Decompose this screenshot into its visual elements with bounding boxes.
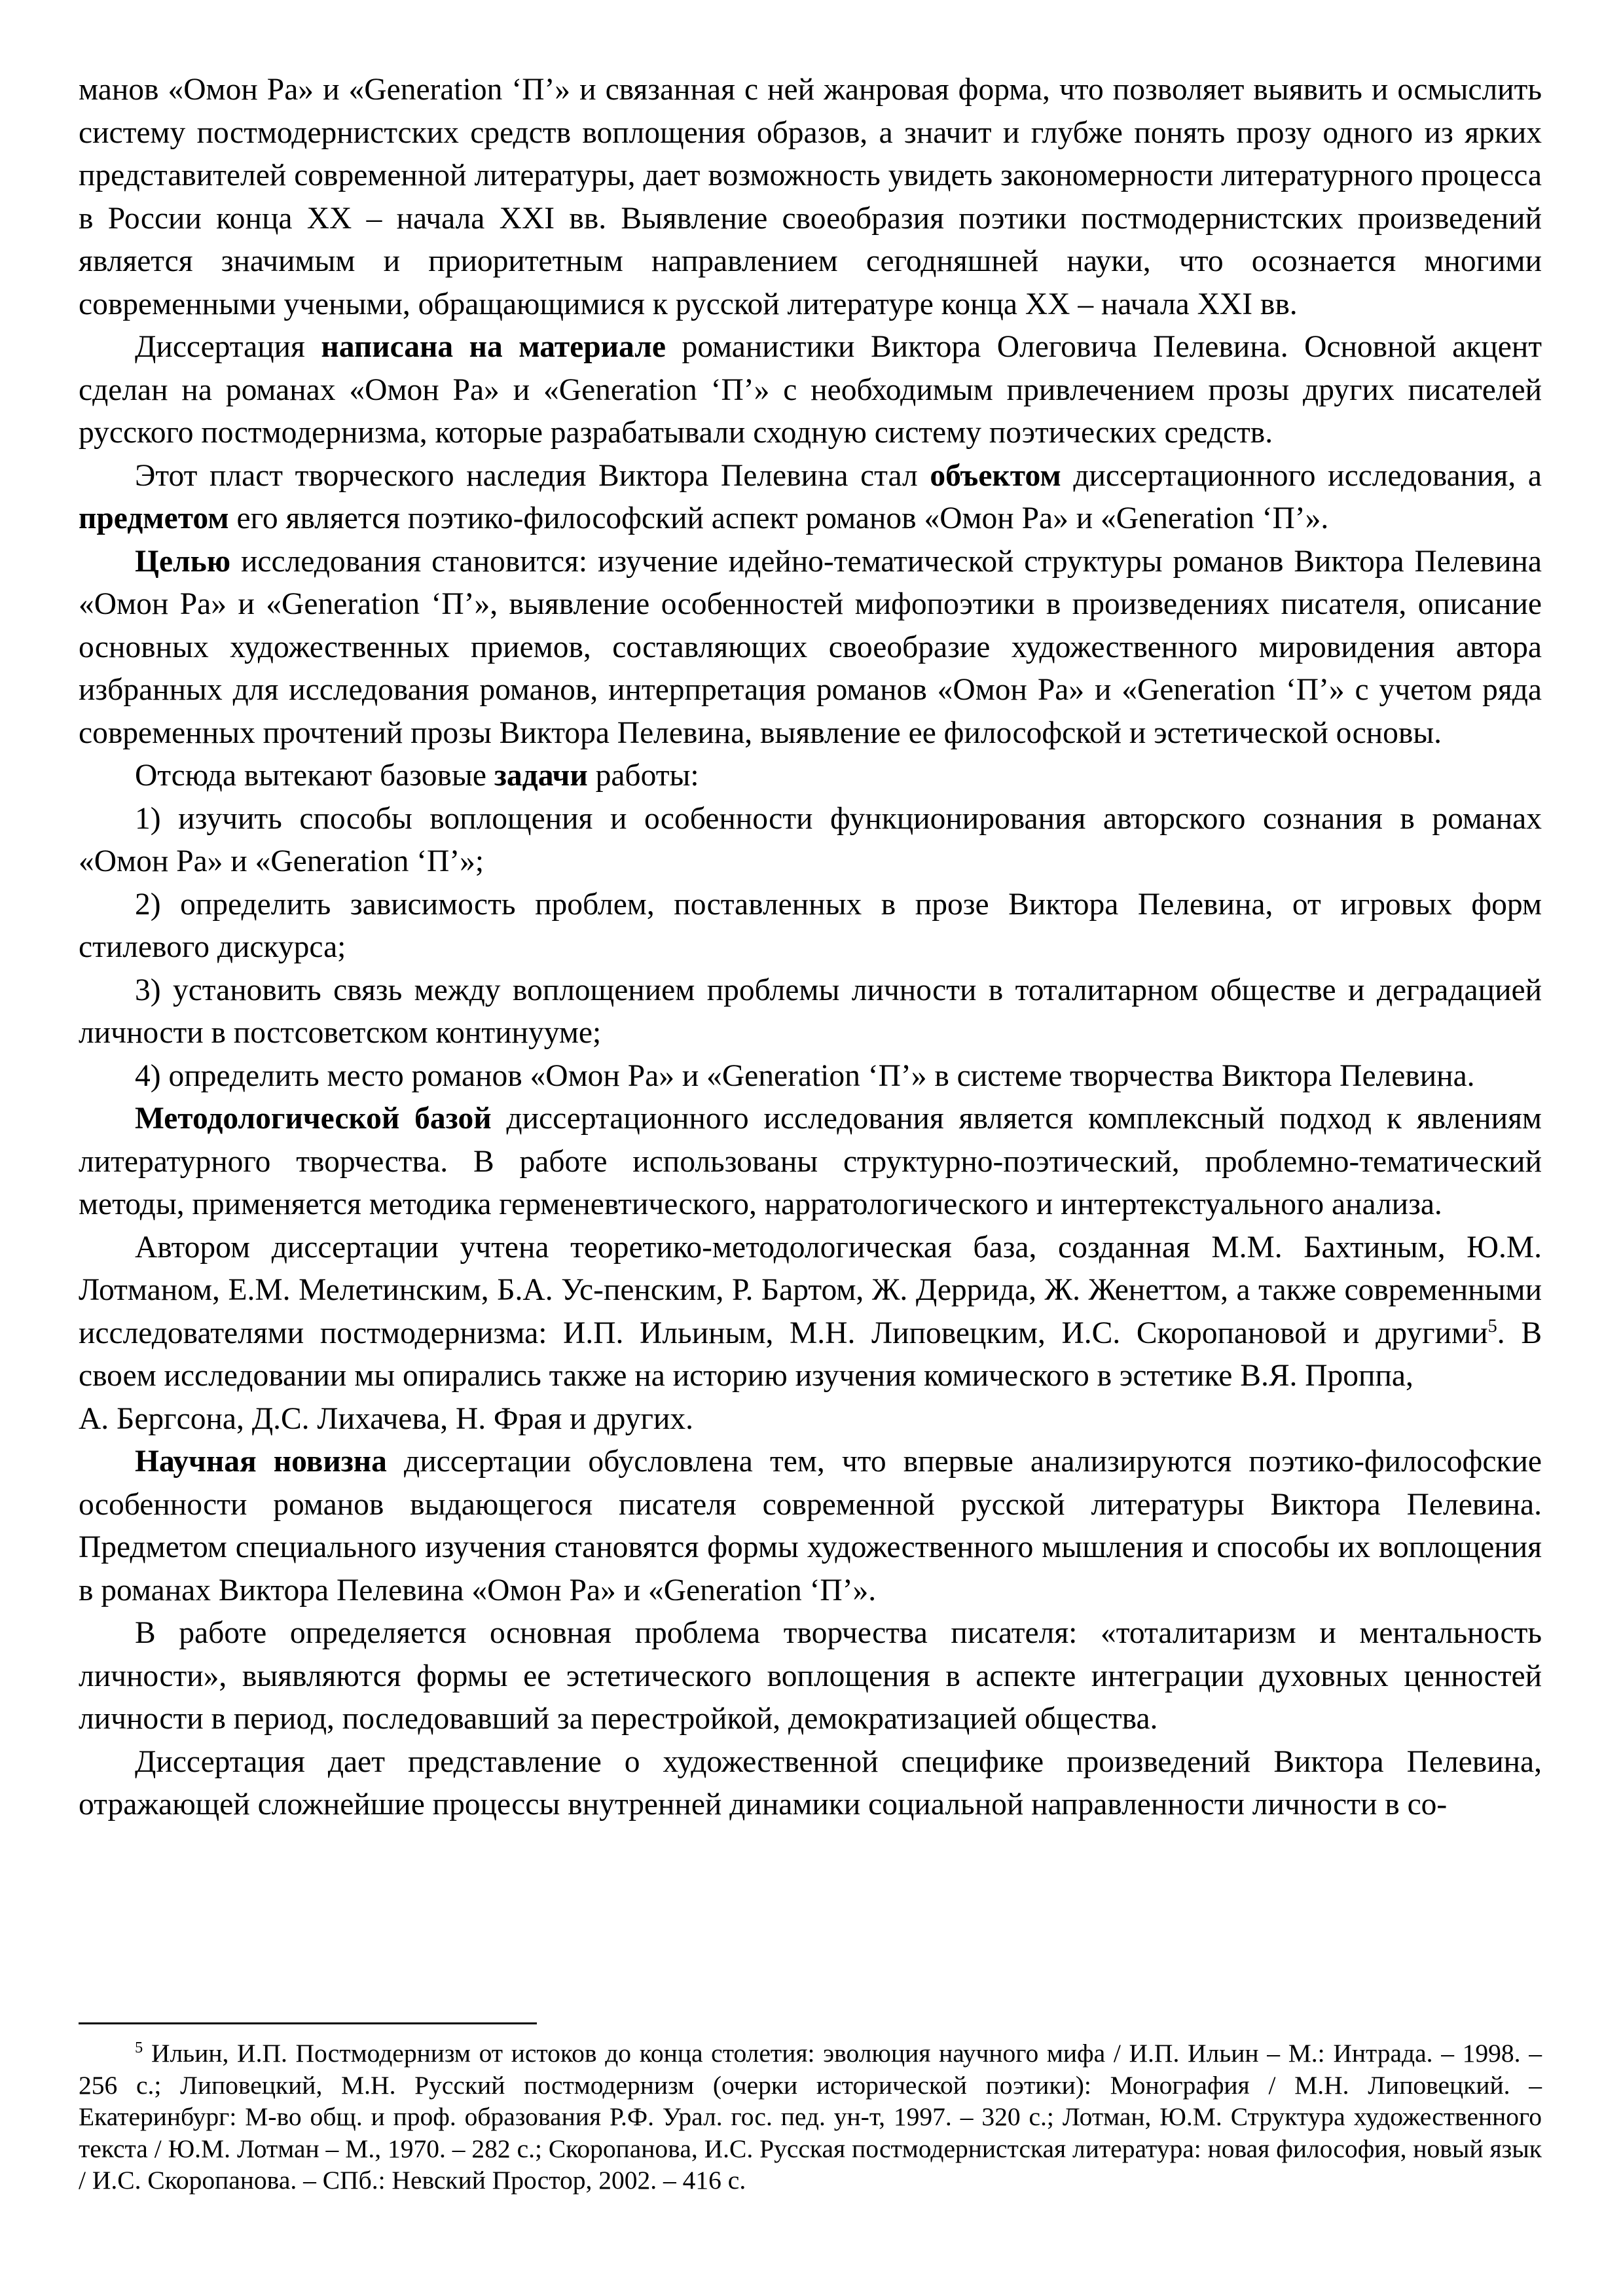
paragraph-methodology xyxy=(79,1098,1542,1227)
text-run: диссертационного исследования является комплексный подход к явлениям литературного творчества. В работе использованы структурно-поэтический, проблемно-тематический методы, применяется методика герменевтического, нарратологического и интертекстуального анализа. xyxy=(79,1102,1542,1221)
paragraph-main-problem: В работе определяется основная проблема творчества писателя: «тоталитаризм и ментальность личности», выявляются формы ее эстетического воплощения в аспекте интеграции духовных ценностей личности в период, последовавший за перестройкой, демократизацией общества. xyxy=(79,1616,1542,1736)
text-run: романистики Виктора Олеговича Пелевина. Основной акцент сделан на романах «Омон Ра» и «Generation ‘П’» с необходимым привлечением прозы других писателей русского постмодернизма, которые разрабатывали сходную систему поэтических средств. xyxy=(79,330,1542,450)
task-item-3: 3) установить связь между воплощением проблемы личности в тоталитарном обществе и деградацией личности в постсоветском континууме; xyxy=(79,973,1542,1050)
bold-term: предметом xyxy=(79,501,229,535)
footnote-number: 5 xyxy=(135,2038,143,2056)
bold-term: Методологической базой xyxy=(135,1102,492,1136)
bold-term: Научная новизна xyxy=(135,1444,387,1479)
paragraph-theoretical-base xyxy=(79,1227,1542,1398)
paragraph-tasks-intro xyxy=(79,755,1542,798)
bold-term: написана на материале xyxy=(321,330,666,364)
paragraph-object-subject xyxy=(79,455,1542,541)
footnote-divider xyxy=(79,2022,537,2024)
task-item-4: 4) определить место романов «Омон Ра» и «Generation ‘П’» в системе творчества Виктора Пелевина. xyxy=(135,1058,1475,1093)
text-run: Этот пласт творческого наследия Виктора Пелевина стал xyxy=(135,458,930,493)
task-item-2: 2) определить зависимость проблем, поставленных в прозе Виктора Пелевина, от игровых форм стилевого дискурса; xyxy=(79,887,1542,964)
footnote-text: Ильин, И.П. Постмодернизм от истоков до конца столетия: эволюция научного мифа / И.П. Ильин – М.: Интрада. – 1998. – 256 с.; Липовецкий, М.Н. Русский постмодернизм (очерки исторической поэтики): Монография / М.Н. Липовецкий. – Екатеринбург: М-во общ. и проф. образования Р.Ф. Урал. гос. пед. ун-т, 1997. – 320 с.; Лотман, Ю.М. Структура художественного текста / Ю.М. Лотман – М., 1970. – 282 с.; Скоропанова, И.С. Русская постмодернистская литература: новая философия, новый язык / И.С. Скоропанова. – СПб.: Невский Простор, 2002. – 416 с. xyxy=(79,2039,1542,2195)
paragraph-material xyxy=(79,326,1542,455)
bold-term: объектом xyxy=(930,458,1061,493)
text-run: Диссертация xyxy=(135,330,321,364)
text-run: Отсюда вытекают базовые xyxy=(135,759,494,793)
paragraph-intro-continuation: манов «Омон Ра» и «Generation ‘П’» и связанная с ней жанровая форма, что позволяет выявить и осмыслить систему постмодернистских средств воплощения образов, а значит и глубже понять прозу одного из ярких представителей современной литературы, дает возможность увидеть закономерности литературного процесса в России конца XX – начала XXI вв. Выявление своеобразия поэтики постмодернистских произведений является значимым и приоритетным направлением сегодняшней науки, что осознается многими современными учеными, обращающимися к русской литературе конца XX – начала XXI вв. xyxy=(79,73,1542,321)
footnote-5 xyxy=(79,2037,1542,2197)
footnote-ref[interactable]: 5 xyxy=(1487,1316,1497,1336)
text-run: работы: xyxy=(587,759,699,793)
text-run: исследования становится: изучение идейно-тематической структуры романов Виктора Пелевина «Омон Ра» и «Generation ‘П’», выявление особенностей мифопоэтики в произведениях писателя, описание основных художественных приемов, составляющих своеобразие художественного мировидения автора избранных для исследования романов, интерпретация романов «Омон Ра» и «Generation ‘П’» с учетом ряда современных прочтений прозы Виктора Пелевина, выявление ее философской и эстетической основы. xyxy=(79,544,1542,750)
paragraph-novelty xyxy=(79,1441,1542,1612)
paragraph-goal xyxy=(79,541,1542,755)
page-body xyxy=(79,69,1542,1827)
text-run: Автором диссертации учтена теоретико-методологическая база, созданная М.М. Бахтиным, Ю.М. Лотманом, Е.М. Мелетинским, Б.А. Ус-пенским, Р. Бартом, Ж. Деррида, Ж. Женеттом, а также современными исследователями постмодернизма: И.П. Ильиным, М.Н. Липовецким, И.С. Скоропановой и другими xyxy=(79,1230,1542,1350)
bold-term: задачи xyxy=(494,759,588,793)
task-item-1: 1) изучить способы воплощения и особенности функционирования авторского сознания в романах «Омон Ра» и «Generation ‘П’»; xyxy=(79,801,1542,878)
paragraph-significance: Диссертация дает представление о художественной специфике произведений Виктора Пелевина, отражающей сложнейшие процессы внутренней динамики социальной направленности личности в со- xyxy=(79,1744,1542,1821)
paragraph-theoretical-base-end: А. Бергсона, Д.С. Лихачева, Н. Фрая и других. xyxy=(79,1401,693,1436)
text-run: диссертации обусловлена тем, что впервые анализируются поэтико-философские особенности романов выдающегося писателя современной русской литературы Виктора Пелевина. Предметом специального изучения становятся формы художественного мышления и способы их воплощения в романах Виктора Пелевина «Омон Ра» и «Generation ‘П’». xyxy=(79,1444,1542,1607)
bold-term: Целью xyxy=(135,544,231,579)
text-run: диссертационного исследования, а xyxy=(1061,458,1542,493)
text-run: . В своем исследовании мы опирались также на историю изучения комического в эстетике В.Я. Проппа, xyxy=(79,1316,1542,1393)
text-run: его является поэтико-философский аспект романов «Омон Ра» и «Generation ‘П’». xyxy=(228,501,1329,535)
